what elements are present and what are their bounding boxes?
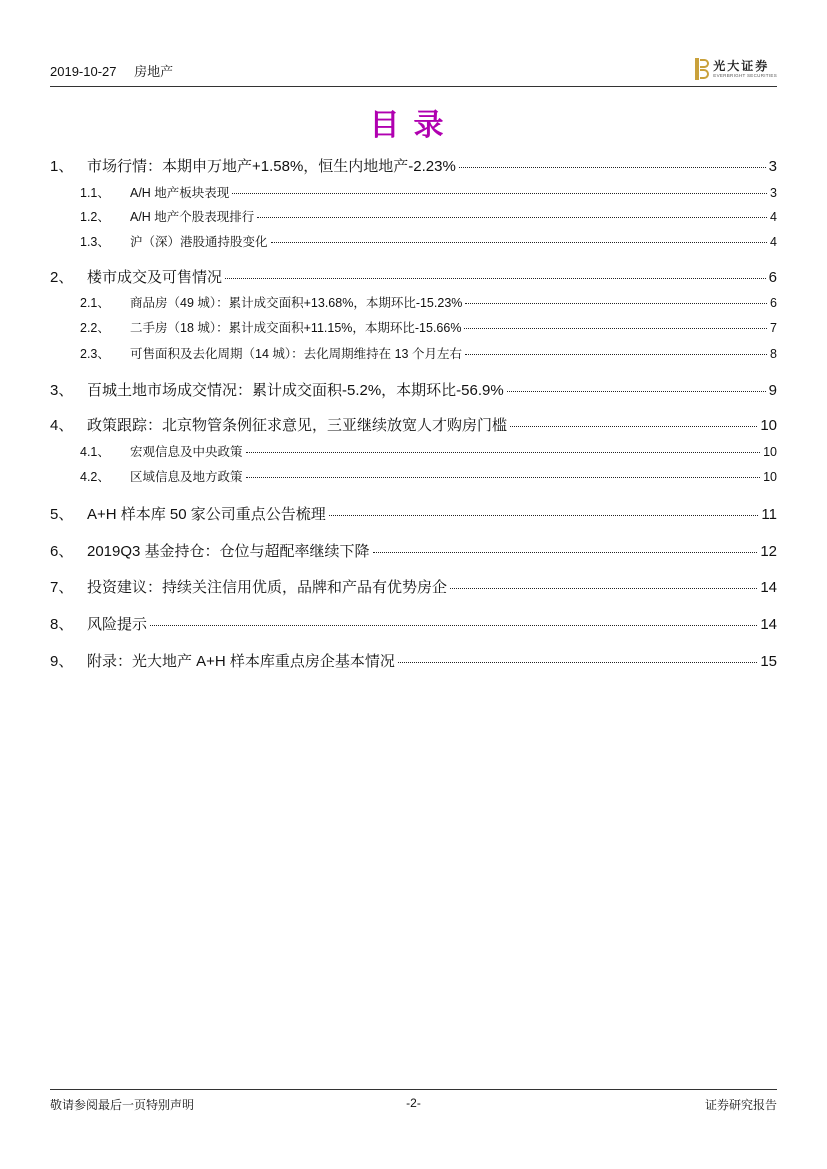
toc-entry-page: 15 (760, 653, 777, 670)
toc-entry-section[interactable] (50, 414, 777, 435)
toc-entry-page: 7 (770, 321, 777, 335)
toc-entry-page: 10 (760, 417, 777, 434)
toc-dot-leader (232, 193, 767, 194)
toc-entry-page: 14 (760, 616, 777, 633)
toc-entry-section[interactable] (50, 576, 777, 597)
toc-entry-section[interactable] (50, 650, 777, 671)
toc-entry-number: 1、 (50, 158, 74, 175)
toc-entry-title: 楼市成交及可售情况 (87, 269, 223, 286)
toc-entry-number: 9、 (50, 653, 74, 670)
toc-dot-leader (246, 452, 761, 453)
toc-entry-section[interactable] (50, 266, 777, 287)
toc-entry-number: 4.1、 (80, 445, 110, 459)
toc-entry-title: 区域信息及地方政策 (130, 470, 243, 484)
toc-entry-page: 9 (768, 382, 777, 399)
toc-entry-page: 10 (763, 445, 777, 459)
toc-entry-section[interactable] (50, 503, 777, 524)
toc-entry-title: 二手房（18 城）：累计成交面积+11.15%，本期环比-15.66% (130, 321, 462, 335)
toc-entry-page: 10 (763, 470, 777, 484)
toc-entry-title: 政策跟踪：北京物管条例征求意见，三亚继续放宽人才购房门槛 (87, 417, 508, 434)
toc-entry-subsection[interactable] (50, 442, 777, 460)
toc-entry-section[interactable] (50, 155, 777, 176)
toc-entry-page: 4 (770, 235, 777, 249)
toc-dot-leader (459, 167, 766, 168)
toc-entry-section[interactable] (50, 379, 777, 400)
toc-entry-page: 6 (768, 269, 777, 286)
report-date: 2019-10-27 (50, 64, 117, 79)
toc-entry-title: 市场行情：本期申万地产+1.58%，恒生内地地产-2.23% (87, 158, 456, 175)
toc-entry-page: 8 (770, 347, 777, 361)
toc-entry-page: 6 (770, 296, 777, 310)
toc-entry-number: 6、 (50, 543, 74, 560)
toc-entry-page: 3 (768, 158, 777, 175)
toc-entry-number: 8、 (50, 616, 74, 633)
toc-entry-number: 2、 (50, 269, 74, 286)
footer-page-number: -2- (406, 1096, 421, 1110)
toc-entry-title: A+H 样本库 50 家公司重点公告梳理 (87, 506, 326, 523)
page-footer (50, 1089, 777, 1114)
toc-entry-subsection[interactable] (50, 183, 777, 201)
toc-entry-subsection[interactable] (50, 293, 777, 311)
toc-dot-leader (450, 588, 757, 589)
toc-entry-number: 4.2、 (80, 470, 110, 484)
toc-entry-title: 宏观信息及中央政策 (130, 445, 243, 459)
toc-dot-leader (150, 625, 757, 626)
toc-dot-leader (398, 662, 757, 663)
report-sector: 房地产 (134, 64, 174, 79)
toc-dot-leader (373, 552, 758, 553)
toc-entry-title: 百城土地市场成交情况：累计成交面积-5.2%，本期环比-56.9% (87, 382, 504, 399)
toc-entry-number: 3、 (50, 382, 74, 399)
toc-dot-leader (271, 242, 768, 243)
toc-entry-number: 4、 (50, 417, 74, 434)
toc-entry-page: 12 (760, 543, 777, 560)
toc-entry-subsection[interactable] (50, 467, 777, 485)
header-meta (50, 61, 187, 80)
toc-entry-section[interactable] (50, 540, 777, 561)
toc-entry-subsection[interactable] (50, 232, 777, 250)
toc-dot-leader (507, 391, 766, 392)
toc-dot-leader (246, 477, 761, 478)
toc-entry-title: 风险提示 (87, 616, 148, 633)
toc-dot-leader (329, 515, 759, 516)
toc-entry-number: 5、 (50, 506, 74, 523)
footer-report-type: 证券研究报告 (704, 1098, 777, 1112)
toc-entry-title: A/H 地产个股表现排行 (130, 210, 255, 224)
logo-english-name: EVERBRIGHT SECURITIES (713, 72, 777, 78)
toc-dot-leader (510, 426, 757, 427)
toc-entry-title: 投资建议：持续关注信用优质，品牌和产品有优势房企 (87, 579, 448, 596)
toc-entry-number: 7、 (50, 579, 74, 596)
toc-entry-page: 4 (770, 210, 777, 224)
toc-dot-leader (464, 328, 767, 329)
toc-entry-title: 附录：光大地产 A+H 样本库重点房企基本情况 (87, 653, 395, 670)
toc-entry-title: 沪（深）港股通持股变化 (130, 235, 268, 249)
everbright-logo (695, 57, 777, 81)
toc-entry-number: 2.2、 (80, 321, 110, 335)
toc-entry-number: 1.3、 (80, 235, 110, 249)
page-title: 目录 (369, 108, 458, 143)
logo-chinese-name: 光大证券 (713, 58, 770, 73)
toc-entry-title: 可售面积及去化周期（14 城）：去化周期维持在 13 个月左右 (130, 347, 462, 361)
toc-entry-subsection[interactable] (50, 207, 777, 225)
toc-entry-number: 2.1、 (80, 296, 110, 310)
toc-entry-subsection[interactable] (50, 318, 777, 336)
toc-dot-leader (257, 217, 767, 218)
toc-dot-leader (225, 278, 766, 279)
toc-entry-subsection[interactable] (50, 344, 777, 362)
toc-dot-leader (465, 303, 767, 304)
toc-entry-title: A/H 地产板块表现 (130, 186, 230, 200)
toc-entry-page: 11 (761, 506, 777, 523)
toc-entry-page: 14 (760, 579, 777, 596)
toc-entry-title: 2019Q3 基金持仓：仓位与超配率继续下降 (87, 543, 370, 560)
toc-entry-number: 1.1、 (80, 186, 110, 200)
toc-dot-leader (465, 354, 767, 355)
toc-entry-section[interactable] (50, 613, 777, 634)
toc-entry-title: 商品房（49 城）：累计成交面积+13.68%，本期环比-15.23% (130, 296, 463, 310)
toc-entry-number: 2.3、 (80, 347, 110, 361)
toc-entry-page: 3 (770, 186, 777, 200)
footer-disclaimer: 敬请参阅最后一页特别声明 (50, 1098, 195, 1112)
toc-entry-number: 1.2、 (80, 210, 110, 224)
logo-mark-icon (695, 58, 709, 80)
page-header (50, 58, 777, 87)
